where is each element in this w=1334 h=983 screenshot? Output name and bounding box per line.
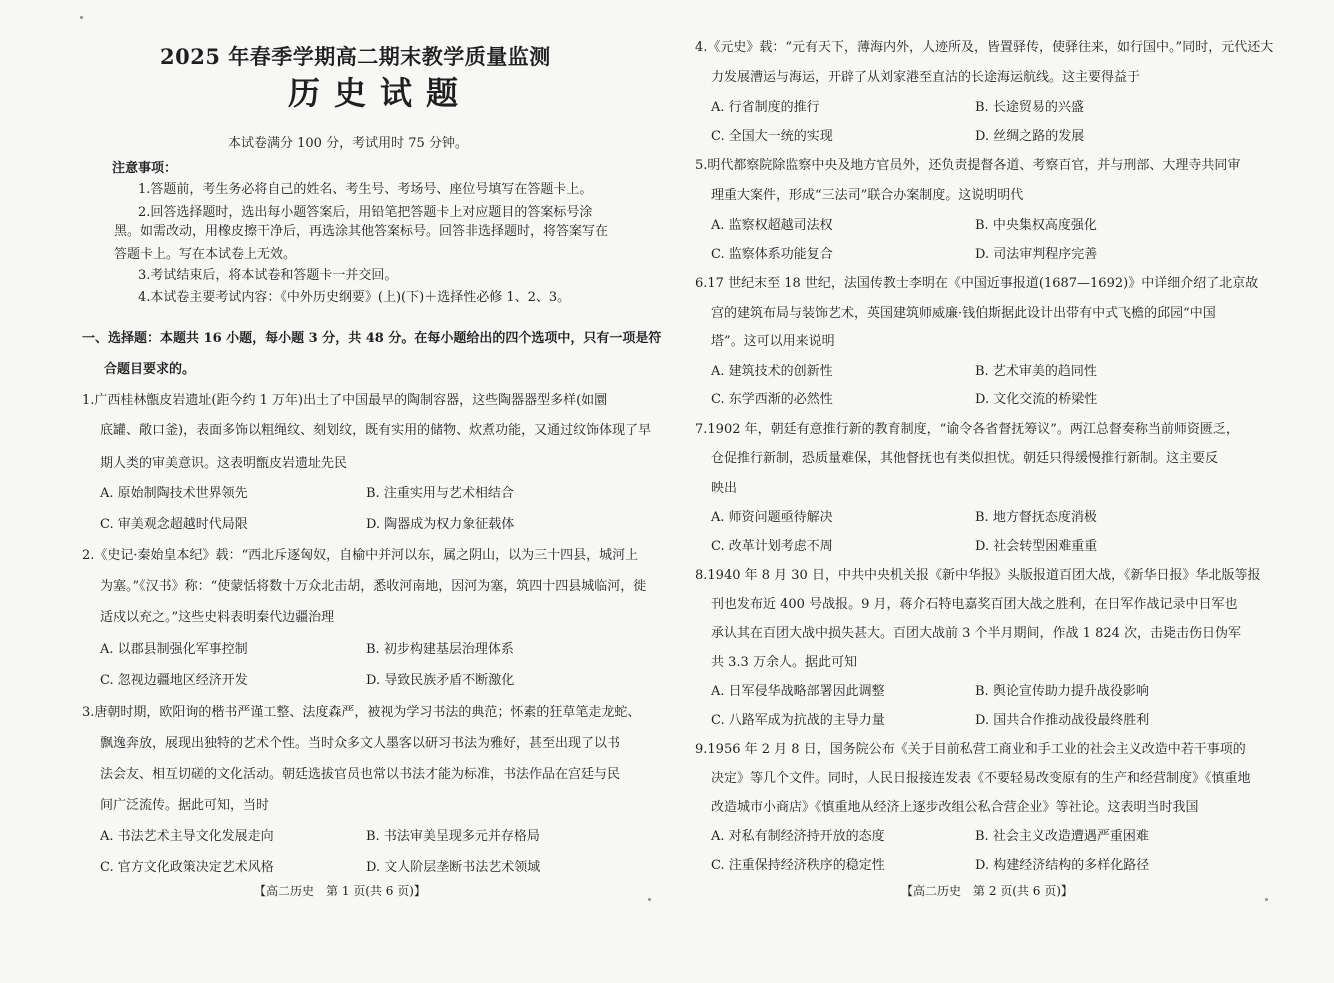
question-stem-line: 8.1940 年 8 月 30 日，中共中央机关报《新中华报》头版报道百团大战，《新华日报》华北版等报	[695, 568, 1261, 583]
answer-option: D. 丝绸之路的发展	[975, 129, 1085, 144]
scan-speck	[1265, 898, 1268, 901]
answer-option: D. 文人阶层垄断书法艺术领域	[366, 860, 541, 875]
question-stem-line: 3.唐朝时期，欧阳询的楷书严谨工整、法度森严，被视为学习书法的典范；怀素的狂草笔走龙蛇、	[82, 705, 641, 720]
question-stem-line: 适戍以充之。”这些史料表明秦代边疆治理	[100, 610, 335, 625]
answer-option: C. 全国大一统的实现	[711, 129, 833, 144]
question-stem-line: 承认其在百团大战中损失甚大。百团大战前 3 个半月期间，作战 1 824 次，击毙击伤日伪军	[711, 626, 1242, 641]
question-stem-line: 改造城市小商店》《慎重地从经济上逐步改组公私合营企业》等社论。这表明当时我国	[711, 800, 1199, 815]
question-stem-line: 6.17 世纪末至 18 世纪，法国传教士李明在《中国近事报道(1687—1692)》中详细介绍了北京故	[695, 276, 1259, 291]
question-stem-line: 底罐、敞口釜)，表面多饰以粗绳纹、刻划纹，既有实用的储物、炊煮功能，又通过纹饰体现了早	[100, 423, 652, 438]
answer-option: B. 社会主义改造遭遇严重困难	[975, 829, 1149, 844]
answer-option: A. 建筑技术的创新性	[711, 364, 833, 379]
question-stem-line: 法会友、相互切磋的文化活动。朝廷选拔官员也常以书法才能为标准，书法作品在宫廷与民	[100, 767, 621, 782]
question-stem-line: 力发展漕运与海运，开辟了从刘家港至直沽的长途海运航线。这主要得益于	[711, 70, 1141, 85]
exam-info: 本试卷满分 100 分，考试用时 75 分钟。	[228, 136, 468, 151]
note-line: 4.本试卷主要考试内容：《中外历史纲要》(上)(下)＋选择性必修 1、2、3。	[138, 290, 571, 305]
answer-option: D. 国共合作推动战役最终胜利	[975, 713, 1150, 728]
answer-option: A. 书法艺术主导文化发展走向	[100, 829, 274, 844]
answer-option: C. 东学西渐的必然性	[711, 392, 833, 407]
answer-option: C. 官方文化政策决定艺术风格	[100, 860, 274, 875]
scan-speck	[80, 16, 83, 19]
answer-option: D. 导致民族矛盾不断激化	[366, 673, 515, 688]
answer-option: C. 注重保持经济秩序的稳定性	[711, 858, 885, 873]
answer-option: D. 司法审判程序完善	[975, 247, 1098, 262]
answer-option: A. 师资问题亟待解决	[711, 510, 833, 525]
exam-page-2	[667, 0, 1334, 983]
section-heading: 合题目要求的。	[104, 362, 196, 377]
answer-option: A. 对私有制经济持开放的态度	[711, 829, 885, 844]
note-line: 3.考试结束后，将本试卷和答题卡一并交回。	[138, 268, 398, 283]
answer-option: A. 原始制陶技术世界领先	[100, 486, 248, 501]
answer-option: A. 监察权超越司法权	[711, 218, 833, 233]
exam-title: 2025 年春季学期高二期末教学质量监测	[160, 44, 551, 69]
answer-option: C. 监察体系功能复合	[711, 247, 833, 262]
answer-option: A. 以郡县制强化军事控制	[100, 642, 248, 657]
answer-option: D. 构建经济结构的多样化路径	[975, 858, 1150, 873]
notes-heading: 注意事项：	[112, 161, 178, 176]
subject-title: 历史试题	[288, 74, 473, 112]
answer-option: C. 忽视边疆地区经济开发	[100, 673, 248, 688]
scan-speck	[648, 898, 651, 901]
answer-option: B. 艺术审美的趋同性	[975, 364, 1097, 379]
question-stem-line: 4.《元史》载：“元有天下，薄海内外，人迹所及，皆置驿传，使驿往来，如行国中。”同时，元代还大	[695, 40, 1274, 55]
answer-option: A. 行省制度的推行	[711, 100, 820, 115]
question-stem-line: 为塞。”《汉书》称：“使蒙恬将数十万众北击胡，悉收河南地，因河为塞，筑四十四县城临河，徙	[100, 579, 647, 594]
answer-option: B. 书法审美呈现多元并存格局	[366, 829, 540, 844]
answer-option: A. 日军侵华战略部署因此调整	[711, 684, 885, 699]
answer-option: C. 八路军成为抗战的主导力量	[711, 713, 885, 728]
answer-option: B. 舆论宣传助力提升战役影响	[975, 684, 1149, 699]
question-stem-line: 7.1902 年，朝廷有意推行新的教育制度，“谕令各省督抚筹议”。两江总督奏称当前师资匮乏，	[695, 422, 1239, 437]
question-stem-line: 间广泛流传。据此可知，当时	[100, 798, 270, 813]
answer-option: B. 地方督抚态度消极	[975, 510, 1097, 525]
answer-option: D. 陶器成为权力象征载体	[366, 517, 515, 532]
answer-option: B. 注重实用与艺术相结合	[366, 486, 514, 501]
section-heading: 一、选择题：本题共 16 小题，每小题 3 分，共 48 分。在每小题给出的四个选项中，只有一项是符	[82, 331, 662, 346]
answer-option: B. 中央集权高度强化	[975, 218, 1097, 233]
note-line: 1.答题前，考生务必将自己的姓名、考生号、考场号、座位号填写在答题卡上。	[138, 182, 593, 197]
question-stem-line: 期人类的审美意识。这表明甑皮岩遗址先民	[100, 456, 348, 471]
page-footer: 【高二历史 第 2 页(共 6 页)】	[901, 884, 1073, 898]
question-stem-line: 理重大案件，形成“三法司”联合办案制度。这说明明代	[711, 188, 1024, 203]
question-stem-line: 飘逸奔放，展现出独特的艺术个性。当时众多文人墨客以研习书法为雅好，甚至出现了以书	[100, 736, 621, 751]
question-stem-line: 2.《史记·秦始皇本纪》载：“西北斥逐匈奴，自榆中并河以东，属之阴山，以为三十四县，城河上	[82, 548, 639, 563]
question-stem-line: 仓促推行新制，恐质量难保，其他督抚也有类似担忧。朝廷只得缓慢推行新制。这主要反	[711, 451, 1219, 466]
question-stem-line: 宫的建筑布局与装饰艺术，英国建筑师威廉·钱伯斯据此设计出带有中式飞檐的邱园“中国	[711, 306, 1216, 321]
note-line: 答题卡上。写在本试卷上无效。	[114, 247, 297, 262]
question-stem-line: 映出	[711, 481, 738, 496]
answer-option: D. 文化交流的桥梁性	[975, 392, 1098, 407]
answer-option: B. 初步构建基层治理体系	[366, 642, 514, 657]
question-stem-line: 9.1956 年 2 月 8 日，国务院公布《关于目前私营工商业和手工业的社会主义改造中若干事项的	[695, 742, 1246, 757]
question-stem-line: 5.明代都察院除监察中央及地方官员外，还负责提督各道、考察百官，并与刑部、大理寺共同审	[695, 158, 1241, 173]
question-stem-line: 刊也发布近 400 号战报。9 月，蒋介石特电嘉奖百团大战之胜利，在日军作战记录中日军也	[711, 597, 1238, 612]
answer-option: B. 长途贸易的兴盛	[975, 100, 1084, 115]
answer-option: C. 审美观念超越时代局限	[100, 517, 248, 532]
page-footer: 【高二历史 第 1 页(共 6 页)】	[254, 884, 426, 898]
note-line: 黑。如需改动，用橡皮擦干净后，再选涂其他答案标号。回答非选择题时，将答案写在	[114, 224, 609, 239]
question-stem-line: 共 3.3 万余人。据此可知	[711, 655, 857, 670]
question-stem-line: 1.广西桂林甑皮岩遗址(距今约 1 万年)出土了中国最早的陶制容器，这些陶器器型多样(如圜	[82, 393, 608, 408]
answer-option: D. 社会转型困难重重	[975, 539, 1098, 554]
answer-option: C. 改革计划考虑不周	[711, 539, 833, 554]
note-line: 2.回答选择题时，选出每小题答案后，用铅笔把答题卡上对应题目的答案标号涂	[138, 205, 593, 220]
question-stem-line: 塔”。这可以用来说明	[711, 334, 835, 349]
question-stem-line: 决定》等几个文件。同时，人民日报接连发表《不要轻易改变原有的生产和经营制度》《慎重地	[711, 771, 1251, 786]
